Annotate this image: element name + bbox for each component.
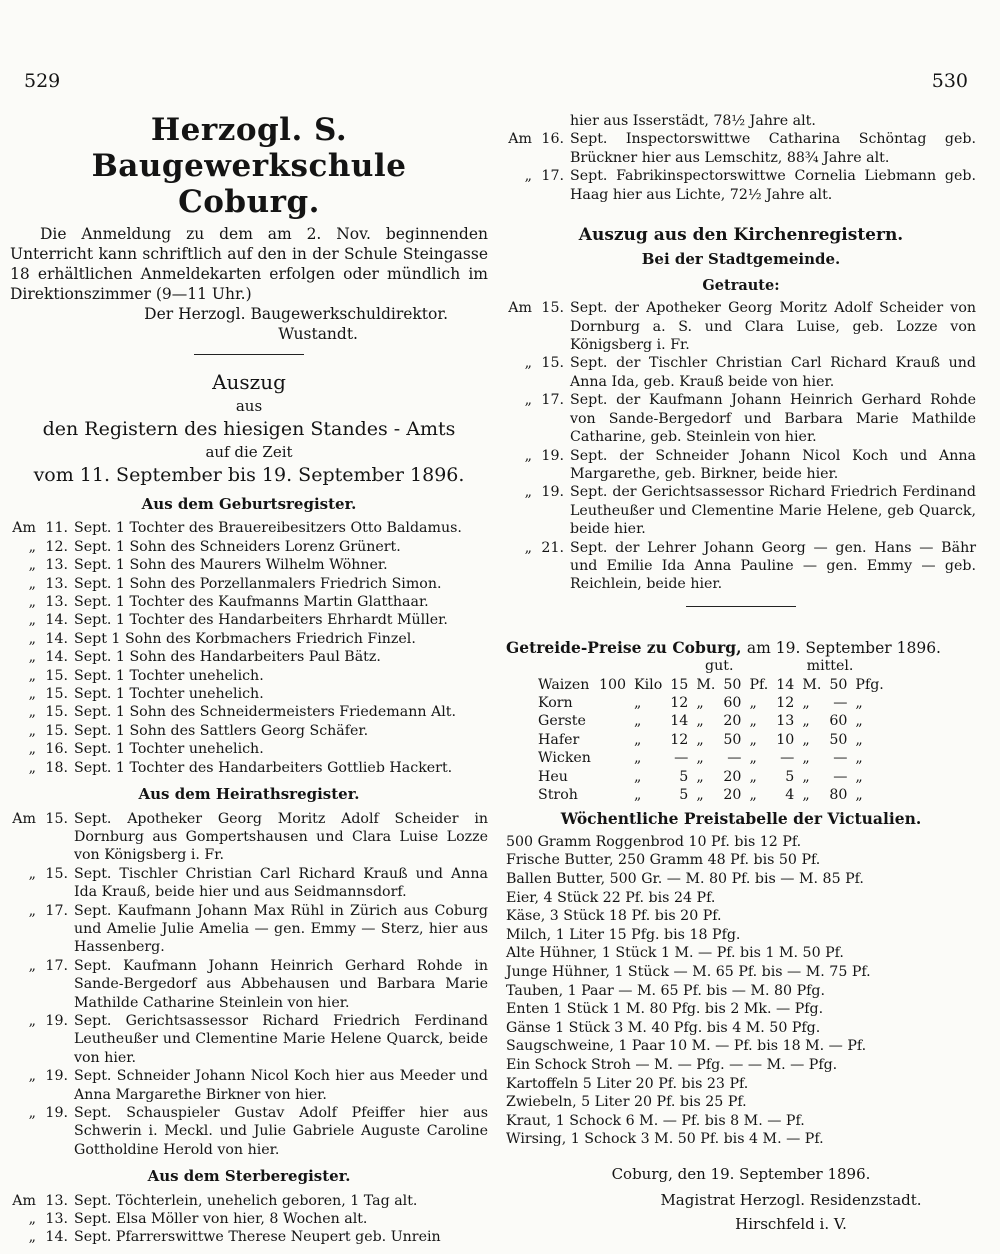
getreide-cell-m1: 14 <box>776 676 795 693</box>
getreide-cell-m1: 10 <box>776 731 795 748</box>
entry-text: Sept. Schauspieler Gustav Adolf Pfeiffer hier aus Schwerin i. Meckl. und Julie Gabriele Auguste Caroline Gottholdine Herold von hier. <box>74 1105 488 1158</box>
death-entry <box>10 1228 488 1246</box>
entry-prefix: „ <box>28 1229 36 1246</box>
entry-prefix: „ <box>28 538 36 555</box>
marriage-entry <box>10 865 488 902</box>
church-marriage-entry <box>506 299 976 354</box>
getreide-cell-gp: „ <box>749 713 757 730</box>
getreide-cell-m2: — <box>833 768 848 785</box>
getreide-cell-m2: 50 <box>829 676 848 693</box>
kirchen-list <box>506 299 976 594</box>
entry-text: Sept. der Apotheker Georg Moritz Adolf Scheider von Dornburg a. S. und Clara Luise, geb. Lozze von Königsberg i. Fr. <box>570 300 976 354</box>
entry-day: 13. <box>45 575 68 592</box>
ad-title-line2: Coburg. <box>178 184 320 220</box>
getreide-heading <box>506 639 976 657</box>
entry-text: Sept. Elsa Möller von hier, 8 Wochen alt. <box>74 1211 368 1228</box>
entry-day: 14. <box>45 630 68 647</box>
entry-prefix: „ <box>28 667 36 684</box>
entry-prefix: „ <box>524 447 532 464</box>
getreide-cell-qty <box>595 749 630 767</box>
auszug-title: Auszug <box>212 370 286 394</box>
entry-text: Sept. der Schneider Johann Nicol Koch und Anna Margarethe, geb. Birkner, beide hier. <box>570 447 976 482</box>
entry-day: 12. <box>45 538 68 555</box>
birth-entry <box>10 740 488 758</box>
getreide-cell-m2: — <box>833 750 848 767</box>
getreide-cell-mp: „ <box>855 750 863 767</box>
victual-line: Alte Hühner, 1 Stück 1 M. — Pf. bis 1 M. 50 Pf. <box>506 945 844 962</box>
getreide-cell-mm: „ <box>802 713 810 730</box>
entry-text: Sept. Kaufmann Johann Heinrich Gerhard Rohde in Sande-Bergedorf aus Abbehausen und Barbara Marie Mathilde Catharine Steinlein von hier. <box>74 957 488 1011</box>
entry-prefix: „ <box>28 722 36 739</box>
page-number-right: 530 <box>931 70 968 92</box>
entry-text: Sept. Apotheker Georg Moritz Adolf Scheider in Dornburg aus Gompertshausen und Clara Luise Lozze von Königsberg i. Fr. <box>74 810 488 864</box>
entry-day: 15. <box>541 355 564 372</box>
victual-line: Gänse 1 Stück 3 M. 40 Pfg. bis 4 M. 50 Pfg. <box>506 1019 821 1036</box>
getreide-cell-g1: 15 <box>670 676 689 693</box>
getreide-cell-mp: Pfg. <box>855 676 884 693</box>
birth-entry <box>10 685 488 703</box>
getreide-row <box>534 731 888 749</box>
getreide-cell-g1: — <box>674 750 689 767</box>
getreide-cell-m1: 12 <box>776 694 795 711</box>
getreide-cell-name: Gerste <box>538 713 586 730</box>
entry-prefix: „ <box>28 630 36 647</box>
victual-line: Ein Schock Stroh — M. — Pfg. — — M. — Pfg. <box>506 1056 838 1073</box>
divider <box>686 606 796 607</box>
getreide-cell-mm: „ <box>802 787 810 803</box>
entry-prefix: „ <box>524 355 532 372</box>
getreide-cell-qty <box>595 768 630 786</box>
getreide-cell-m1: 13 <box>776 713 795 730</box>
victual-line: Wirsing, 1 Schock 3 M. 50 Pf. bis 4 M. — Pf. <box>506 1131 824 1148</box>
getreide-header-row <box>534 657 888 675</box>
heiraths-list <box>10 810 488 1160</box>
entry-day: 18. <box>45 759 68 776</box>
getreide-cell-g1: 12 <box>670 694 689 711</box>
getreide-heading-date: am 19. September 1896. <box>746 638 941 657</box>
church-marriage-entry <box>506 354 976 391</box>
entry-prefix: „ <box>28 612 36 629</box>
birth-entry <box>10 593 488 611</box>
entry-prefix: „ <box>524 484 532 501</box>
getreide-row <box>534 694 888 712</box>
death-entry <box>10 1210 488 1228</box>
getreide-cell-unit: „ <box>634 731 642 748</box>
entry-text: Sept. Schneider Johann Nicol Koch hier aus Meeder und Anna Margarethe Birkner von hier. <box>74 1068 488 1103</box>
entry-text: Sept. 1 Tochter des Brauereibesitzers Otto Baldamus. <box>74 520 462 537</box>
entry-text: Sept. Tischler Christian Carl Richard Krauß und Anna Ida Krauß, beide hier und aus Seidmannsdorf. <box>74 865 488 901</box>
col-gut: gut. <box>705 658 734 675</box>
victual-line: Käse, 3 Stück 18 Pf. bis 20 Pf. <box>506 908 722 925</box>
entry-prefix: „ <box>28 649 36 666</box>
entry-day: 17. <box>541 168 564 185</box>
entry-day: 15. <box>45 704 68 721</box>
getreide-cell-g1: 12 <box>670 731 689 748</box>
getreide-cell-name: Heu <box>538 768 568 785</box>
entry-prefix: „ <box>28 1068 36 1085</box>
birth-entry <box>10 538 488 556</box>
getreide-cell-unit: Kilo <box>634 676 663 693</box>
getreide-row <box>534 712 888 730</box>
getreide-cell-g2: 20 <box>723 768 742 785</box>
getreide-heading-bold: Getreide-Preise zu Coburg, <box>506 637 742 657</box>
entry-text: Sept. der Kaufmann Johann Heinrich Gerhard Rohde von Sande-Bergedorf und Barbara Marie Mathilde Catharine, geb. Steinlein von hier. <box>570 392 976 446</box>
victual-line: Eier, 4 Stück 22 Pf. bis 24 Pf. <box>506 889 716 906</box>
getreide-cell-name: Waizen <box>538 676 590 693</box>
birth-entry <box>10 556 488 574</box>
entry-text: Sept. Gerichtsassessor Richard Friedrich Ferdinand Leutheußer und Clementine Marie Helene Quarck, beide von hier. <box>74 1012 488 1066</box>
church-marriage-entry <box>506 447 976 484</box>
getreide-cell-qty <box>595 731 630 749</box>
entry-day: 17. <box>45 902 68 919</box>
entry-day: 14. <box>45 649 68 666</box>
entry-prefix: „ <box>28 686 36 703</box>
getreide-row <box>534 749 888 767</box>
marriage-entry <box>10 1104 488 1159</box>
victualien-list <box>506 833 976 1149</box>
entry-prefix: „ <box>28 957 36 974</box>
getreide-cell-gp: „ <box>749 750 757 767</box>
geburts-heading: Aus dem Geburtsregister. <box>141 495 357 513</box>
entry-prefix: „ <box>28 902 36 919</box>
entry-text: Sept. 1 Tochter des Handarbeiters Ehrhardt Müller. <box>74 612 448 629</box>
entry-text: Sept. 1 Tochter unehelich. <box>74 686 264 703</box>
victual-line: Tauben, 1 Paar — M. 65 Pf. bis — M. 80 Pfg. <box>506 982 825 999</box>
getreide-row <box>534 786 888 804</box>
entry-prefix: „ <box>28 1012 36 1029</box>
getreide-cell-m2: 80 <box>829 787 848 803</box>
entry-text: Sept. 1 Sohn des Schneidermeisters Friedemann Alt. <box>74 704 456 721</box>
entry-text: Sept. Töchterlein, unehelich geboren, 1 Tag alt. <box>74 1192 418 1209</box>
entry-day: 16. <box>45 741 68 758</box>
getreide-table <box>534 657 888 804</box>
birth-entry <box>10 575 488 593</box>
getreide-cell-mp: „ <box>855 731 863 748</box>
victual-line: Zwiebeln, 5 Liter 20 Pf. bis 25 Pf. <box>506 1094 747 1111</box>
entry-prefix: „ <box>28 1105 36 1121</box>
birth-entry <box>10 667 488 685</box>
entry-day: 15. <box>45 865 68 882</box>
getreide-cell-gm: „ <box>696 768 704 785</box>
getreide-cell-gm: „ <box>696 713 704 730</box>
getreide-cell-name: Wicken <box>538 750 591 767</box>
entry-text: Sept. Pfarrerswittwe Therese Neupert geb. Unrein <box>74 1229 441 1246</box>
entry-day: 14. <box>45 1229 68 1246</box>
marriage-entry <box>10 810 488 865</box>
sterbe-list-continued <box>506 130 976 204</box>
getreide-cell-g1: 14 <box>670 713 689 730</box>
entry-prefix: „ <box>28 575 36 592</box>
getreide-cell-qty <box>595 712 630 730</box>
church-marriage-entry <box>506 391 976 446</box>
entry-text: Sept. 1 Sohn des Porzellanmalers Friedrich Simon. <box>74 575 442 592</box>
entry-prefix: „ <box>28 759 36 776</box>
birth-entry <box>10 722 488 740</box>
getreide-cell-g2: 20 <box>723 713 742 730</box>
ad-text: Die Anmeldung zu dem am 2. Nov. beginnenden Unterricht kann schriftlich auf den in der Schule Steingasse 18 erhältlichen Anmeldekarten erfolgen oder mündlich im Direktionszimmer (9—11 Uhr.) <box>10 225 488 303</box>
getreide-cell-mp: „ <box>855 713 863 730</box>
ad-signature-title: Der Herzogl. Baugewerkschuldirektor. <box>144 305 448 323</box>
getreide-cell-g2: 60 <box>723 694 742 711</box>
page-number-left: 529 <box>24 70 61 92</box>
getreide-cell-mp: „ <box>855 694 863 711</box>
closing-authority: Magistrat Herzogl. Residenzstadt. <box>660 1190 922 1209</box>
entry-prefix: Am <box>12 1192 36 1209</box>
victualien-heading: Wöchentliche Preistabelle der Victualien. <box>560 809 922 829</box>
auszug-line1: aus <box>235 397 263 415</box>
divider <box>194 354 304 355</box>
victual-line: Frische Butter, 250 Gramm 48 Pf. bis 50 Pf. <box>506 852 821 869</box>
victual-line: Saugschweine, 1 Paar 10 M. — Pf. bis 18 M. — Pf. <box>506 1038 867 1055</box>
getreide-cell-gp: „ <box>749 768 757 785</box>
getreide-cell-unit: „ <box>634 787 642 803</box>
getreide-cell-gm: „ <box>696 694 704 711</box>
getreide-cell-qty <box>595 694 630 712</box>
col-mittel: mittel. <box>806 658 854 675</box>
entry-text: Sept 1 Sohn des Korbmachers Friedrich Finzel. <box>74 630 416 647</box>
entry-prefix: „ <box>28 557 36 574</box>
getreide-cell-mm: „ <box>802 768 810 785</box>
entry-prefix: „ <box>524 392 532 409</box>
marriage-entry <box>10 1012 488 1067</box>
entry-text: Sept. der Gerichtsassessor Richard Friedrich Ferdinand Leutheußer und Clementine Marie Helene, geb Quarck, beide hier. <box>570 484 976 538</box>
auszug-line2: den Registern des hiesigen Standes - Amts <box>42 418 456 440</box>
getreide-cell-g2: 50 <box>723 676 742 693</box>
entry-prefix: „ <box>28 1211 36 1228</box>
sterbe-continuation: hier aus Isserstädt, 78½ Jahre alt. <box>570 113 816 129</box>
getreide-cell-gp: „ <box>749 731 757 748</box>
getreide-cell-mm: „ <box>802 750 810 767</box>
church-marriage-entry <box>506 539 976 594</box>
getreide-cell-g2: — <box>727 750 742 767</box>
marriage-entry <box>10 902 488 957</box>
entry-day: 15. <box>45 722 68 739</box>
entry-text: Sept. der Lehrer Johann Georg — gen. Hans — Bähr und Emilie Ida Anna Pauline — gen. Emmy — geb. Reichlein, beide hier. <box>570 539 976 593</box>
getreide-cell-m2: — <box>833 694 848 711</box>
getreide-cell-m2: 50 <box>829 731 848 748</box>
birth-entry <box>10 703 488 721</box>
entry-text: Sept. 1 Sohn des Handarbeiters Paul Bätz. <box>74 649 381 666</box>
entry-prefix: Am <box>508 300 532 317</box>
getreide-cell-gp: „ <box>749 694 757 711</box>
ad-title <box>10 112 488 220</box>
getreide-cell-m1: — <box>780 750 795 767</box>
kirchen-sub: Bei der Stadtgemeinde. <box>641 250 841 269</box>
getreide-cell-name: Stroh <box>538 787 578 803</box>
entry-prefix: „ <box>28 741 36 758</box>
getreide-cell-g2: 50 <box>723 731 742 748</box>
getreide-cell-mm: „ <box>802 731 810 748</box>
getreide-cell-m1: 4 <box>785 787 795 803</box>
getreide-cell-unit: „ <box>634 750 642 767</box>
getreide-row <box>534 768 888 786</box>
entry-day: 11. <box>45 520 68 537</box>
getreide-cell-m1: 5 <box>785 768 795 785</box>
getreide-cell-gm: „ <box>696 731 704 748</box>
entry-day: 19. <box>541 484 564 501</box>
getreide-cell-unit: „ <box>634 694 642 711</box>
getreide-cell-m2: 60 <box>829 713 848 730</box>
victual-line: Enten 1 Stück 1 M. 80 Pfg. bis 2 Mk. — Pfg. <box>506 1001 824 1018</box>
closing-place-date: Coburg, den 19. September 1896. <box>611 1164 871 1183</box>
victual-line: 500 Gramm Roggenbrod 10 Pf. bis 12 Pf. <box>506 833 802 850</box>
entry-day: 21. <box>541 539 564 556</box>
getreide-cell-gm: „ <box>696 750 704 767</box>
entry-prefix: „ <box>28 704 36 721</box>
sterbe-list <box>10 1192 488 1247</box>
entry-day: 17. <box>45 957 68 974</box>
entry-prefix: „ <box>524 168 532 185</box>
birth-entry <box>10 519 488 537</box>
getreide-cell-g1: 5 <box>679 787 689 803</box>
birth-entry <box>10 611 488 629</box>
getreide-cell-qty <box>595 786 630 804</box>
entry-day: 19. <box>45 1012 68 1029</box>
entry-text: Sept. 1 Tochter des Kaufmanns Martin Glatthaar. <box>74 594 429 611</box>
getraute-heading: Getraute: <box>702 276 780 294</box>
entry-prefix: „ <box>28 865 36 882</box>
entry-text: Sept. 1 Sohn des Maurers Wilhelm Wöhner. <box>74 557 388 574</box>
entry-text: Sept. 1 Sohn des Schneiders Lorenz Grünert. <box>74 538 401 555</box>
getreide-cell-name: Korn <box>538 694 573 711</box>
left-column <box>10 112 488 1247</box>
closing-signature: Hirschfeld i. V. <box>735 1214 847 1233</box>
getreide-cell-unit: „ <box>634 713 642 730</box>
getreide-cell-qty: 100 <box>598 676 627 693</box>
entry-day: 13. <box>45 594 68 611</box>
getreide-cell-gp: Pf. <box>749 676 769 693</box>
marriage-entry <box>10 957 488 1012</box>
auszug-line4: vom 11. September bis 19. September 1896. <box>33 464 465 486</box>
entry-day: 13. <box>45 557 68 574</box>
entry-day: 13. <box>45 1192 68 1209</box>
birth-entry <box>10 759 488 777</box>
victual-line: Junge Hühner, 1 Stück — M. 65 Pf. bis — M. 75 Pf. <box>506 963 871 980</box>
death-entry <box>506 167 976 204</box>
entry-day: 16. <box>541 131 564 148</box>
getreide-cell-gp: „ <box>749 787 757 803</box>
ad-signature-name: Wustandt. <box>278 325 358 343</box>
entry-day: 14. <box>45 612 68 629</box>
ad-title-line1: Herzogl. S. Baugewerkschule <box>91 112 407 184</box>
victual-line: Kartoffeln 5 Liter 20 Pf. bis 23 Pf. <box>506 1075 749 1092</box>
entry-text: Sept. Inspectorswittwe Catharina Schöntag geb. Brückner hier aus Lemschitz, 88¾ Jahre alt. <box>570 131 976 166</box>
death-entry <box>10 1192 488 1210</box>
getreide-cell-unit: „ <box>634 768 642 785</box>
entry-text: Sept. Fabrikinspectorswittwe Cornelia Liebmann geb. Haag hier aus Lichte, 72½ Jahre alt. <box>570 168 976 203</box>
sterbe-heading: Aus dem Sterberegister. <box>147 1167 351 1186</box>
getreide-cell-mm: „ <box>802 694 810 711</box>
entry-prefix: Am <box>12 520 36 537</box>
entry-day: 19. <box>45 1068 68 1085</box>
kirchen-heading: Auszug aus den Kirchenregistern. <box>578 225 904 246</box>
getreide-cell-gm: „ <box>696 787 704 803</box>
entry-text: Sept. 1 Sohn des Sattlers Georg Schäfer. <box>74 722 369 739</box>
birth-entry <box>10 648 488 666</box>
getreide-cell-mp: „ <box>855 768 863 785</box>
entry-text: Sept. 1 Tochter des Handarbeiters Gottlieb Hackert. <box>74 759 453 776</box>
getreide-cell-mp: „ <box>855 787 863 803</box>
marriage-entry <box>10 1067 488 1104</box>
getreide-cell-g1: 5 <box>679 768 689 785</box>
entry-prefix: Am <box>12 810 36 827</box>
entry-day: 15. <box>45 810 68 827</box>
entry-day: 19. <box>45 1105 68 1121</box>
auszug-line3: auf die Zeit <box>205 443 293 461</box>
getreide-cell-name: Hafer <box>538 731 580 748</box>
getreide-cell-gm: M. <box>696 676 716 693</box>
entry-prefix: „ <box>524 539 532 556</box>
death-entry <box>506 130 976 167</box>
entry-day: 15. <box>541 300 564 317</box>
geburts-list <box>10 519 488 777</box>
heiraths-heading: Aus dem Heirathsregister. <box>138 785 360 804</box>
right-column <box>506 112 976 1235</box>
entry-day: 17. <box>541 392 564 409</box>
entry-text: Sept. Kaufmann Johann Max Rühl in Zürich aus Coburg und Amelie Julie Amelia — gen. Emmy — Sterz, hier aus Hassenberg. <box>74 902 488 956</box>
church-marriage-entry <box>506 483 976 538</box>
entry-prefix: Am <box>508 131 532 148</box>
entry-text: Sept. 1 Tochter unehelich. <box>74 667 264 684</box>
entry-prefix: „ <box>28 594 36 611</box>
birth-entry <box>10 630 488 648</box>
entry-day: 19. <box>541 447 564 464</box>
entry-text: Sept. der Tischler Christian Carl Richard Krauß und Anna Ida, geb. Krauß beide von hier. <box>570 355 976 390</box>
getreide-row <box>534 676 888 694</box>
getreide-cell-g2: 20 <box>723 787 742 803</box>
entry-text: Sept. 1 Tochter unehelich. <box>74 741 264 758</box>
victual-line: Kraut, 1 Schock 6 M. — Pf. bis 8 M. — Pf. <box>506 1112 805 1129</box>
victual-line: Milch, 1 Liter 15 Pfg. bis 18 Pfg. <box>506 926 741 943</box>
victual-line: Ballen Butter, 500 Gr. — M. 80 Pf. bis — M. 85 Pf. <box>506 871 864 887</box>
entry-day: 15. <box>45 686 68 703</box>
entry-day: 13. <box>45 1211 68 1228</box>
entry-day: 15. <box>45 667 68 684</box>
getreide-cell-mm: M. <box>802 676 822 693</box>
